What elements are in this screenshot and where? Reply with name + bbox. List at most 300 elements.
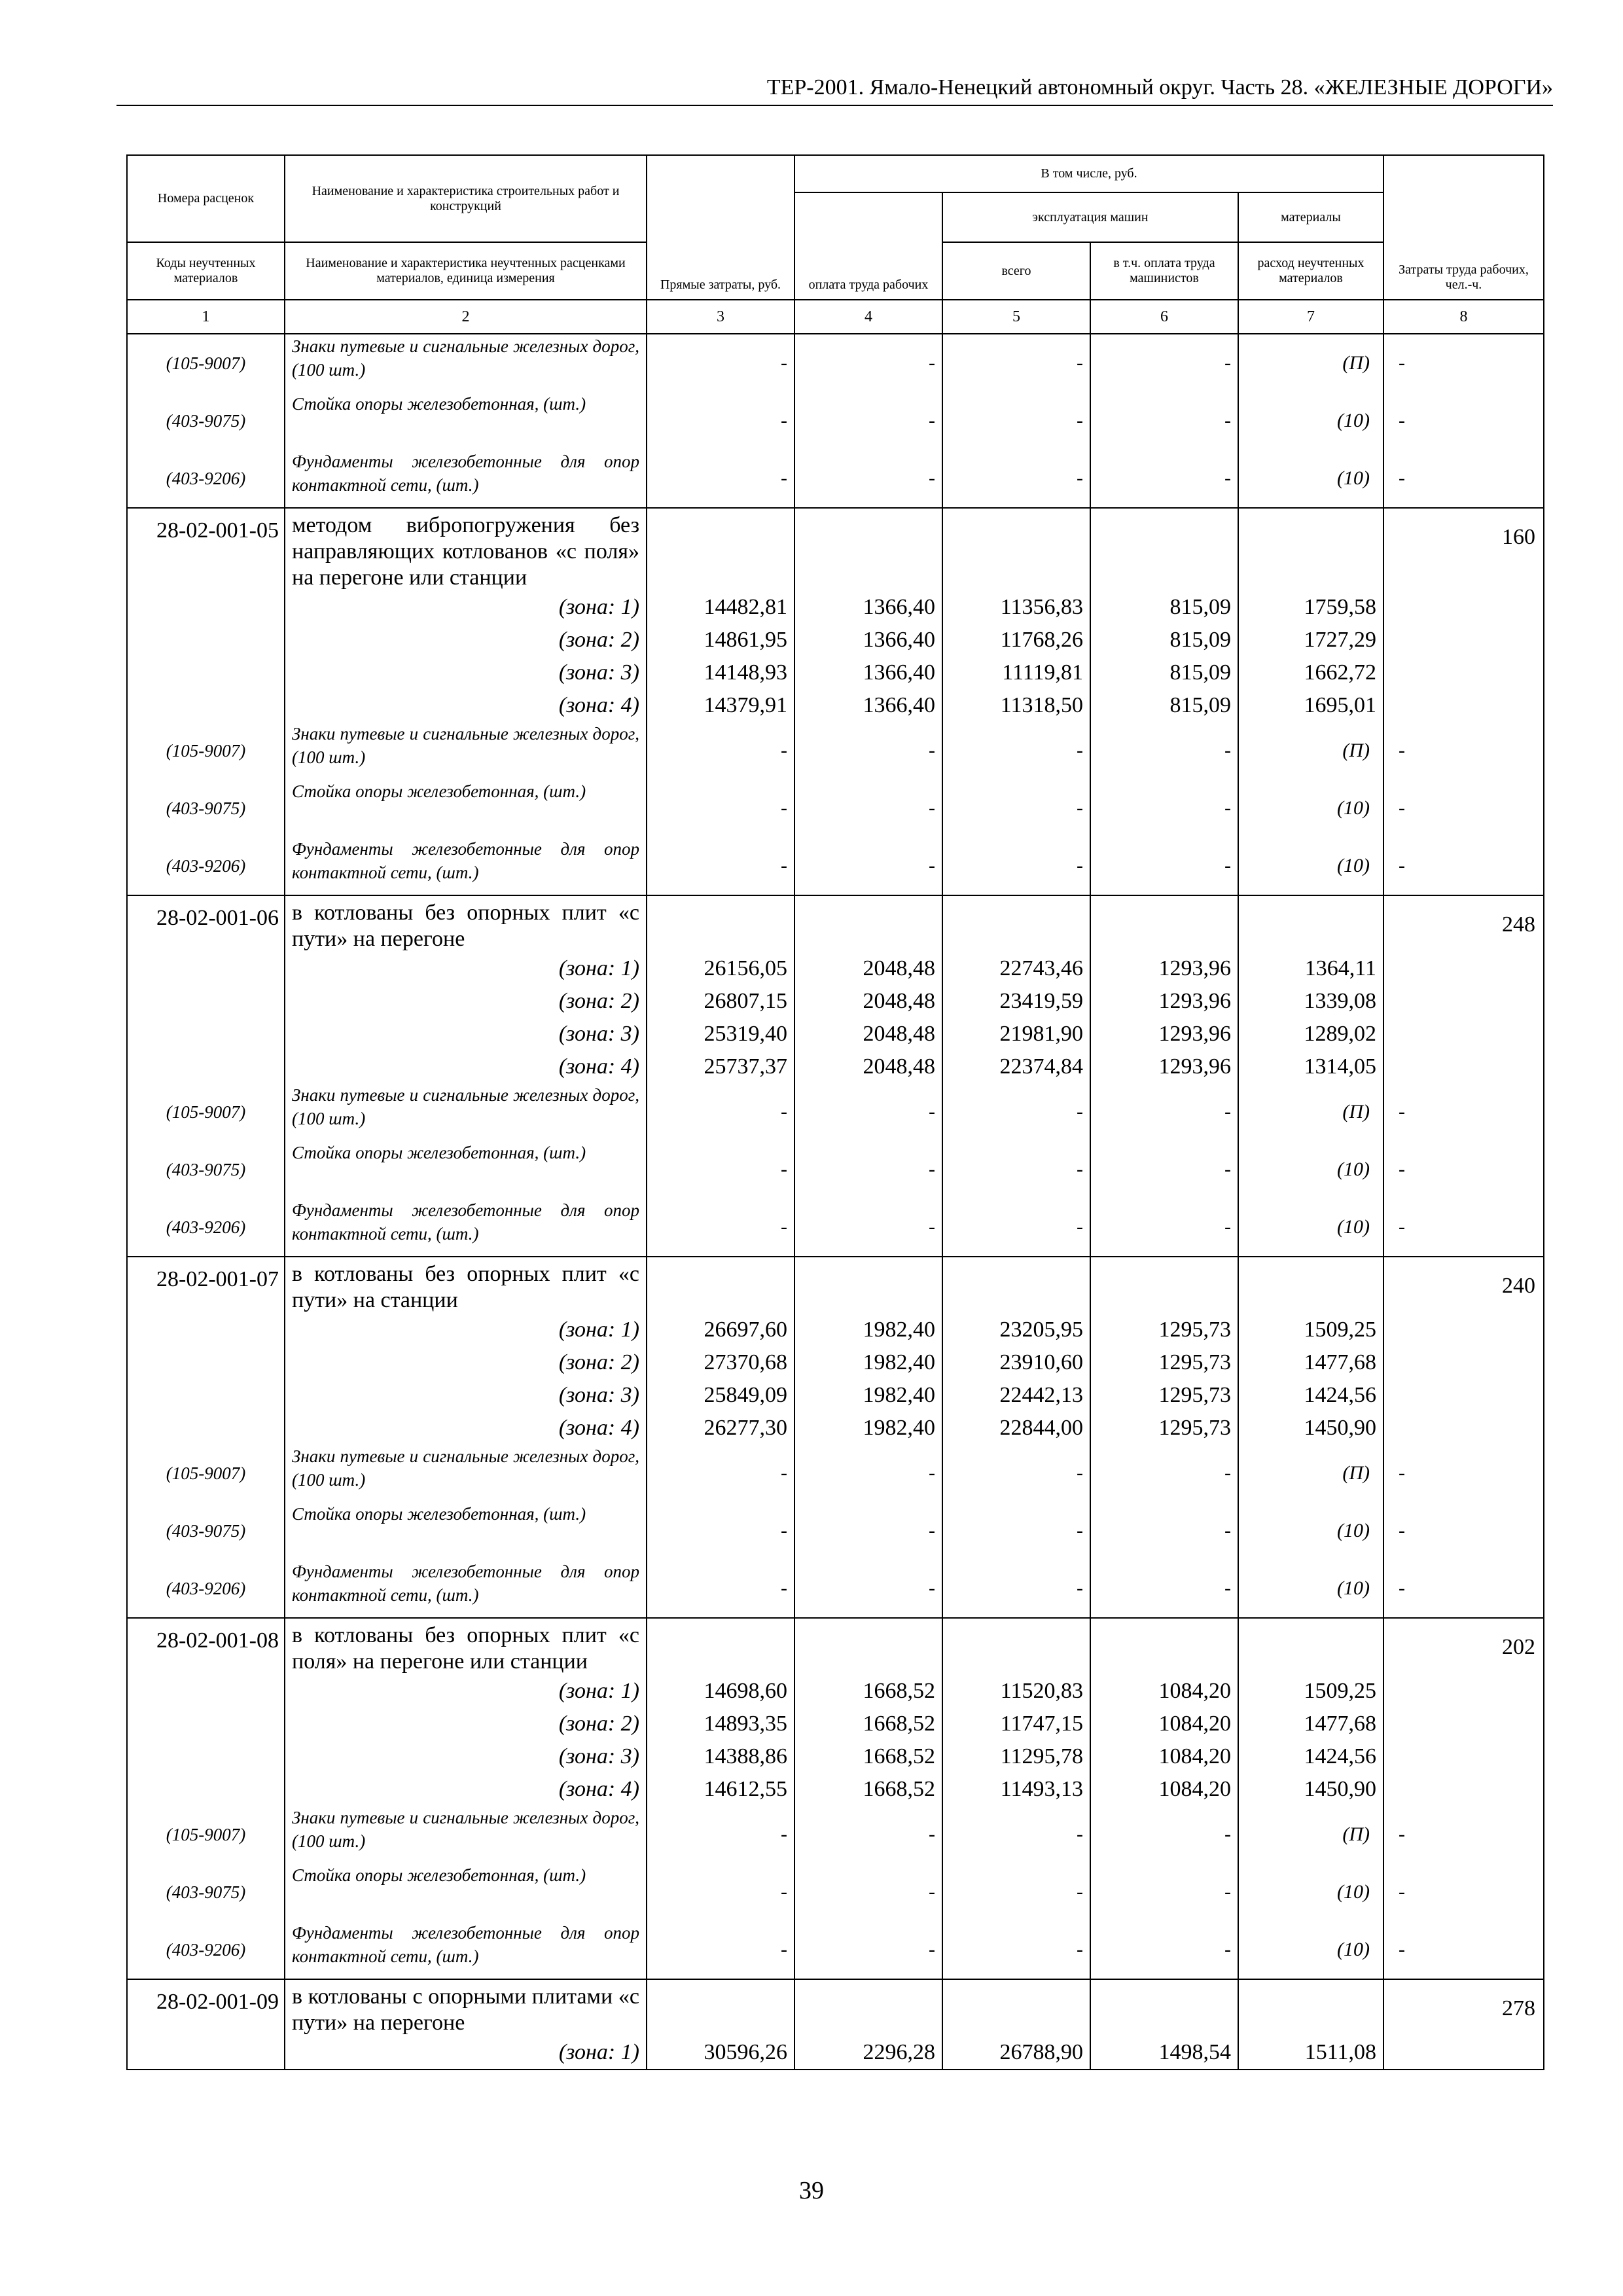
table-body	[127, 334, 1544, 2070]
material-consumption: (10)	[1238, 1198, 1383, 1257]
rate-code: 28-02-001-06	[127, 895, 285, 952]
material-machines: -	[942, 1921, 1090, 1979]
materials-value: 1450,90	[1238, 1412, 1383, 1444]
material-name: Фундаменты железобетонные для опор контактной сети, (шт.)	[285, 837, 647, 895]
material-machinists: -	[1090, 1444, 1238, 1502]
zone-label: (зона: 2)	[285, 624, 647, 656]
material-machinists: -	[1090, 722, 1238, 780]
materials-value: 1339,08	[1238, 985, 1383, 1018]
machines-total-value: 11318,50	[942, 689, 1090, 722]
material-direct-costs: -	[647, 334, 794, 392]
header-materials-group: материалы	[1238, 192, 1383, 242]
workers-wages-value: 1668,52	[794, 1773, 942, 1806]
material-name: Фундаменты железобетонные для опор контактной сети, (шт.)	[285, 450, 647, 508]
machinists-wages-value: 1084,20	[1090, 1708, 1238, 1740]
header-unaccounted-materials: расход неучтенных материалов	[1238, 242, 1383, 300]
direct-costs-value: 26277,30	[647, 1412, 794, 1444]
material-labor: -	[1383, 1806, 1544, 1863]
machines-total-value: 11520,83	[942, 1675, 1090, 1708]
material-wages: -	[794, 1198, 942, 1257]
material-machinists: -	[1090, 1921, 1238, 1979]
rate-labor-costs: 240	[1383, 1257, 1544, 1314]
materials-value: 1314,05	[1238, 1050, 1383, 1083]
direct-costs-value: 14612,55	[647, 1773, 794, 1806]
material-consumption: (10)	[1238, 392, 1383, 450]
zone-label: (зона: 1)	[285, 2036, 647, 2070]
machinists-wages-value: 815,09	[1090, 689, 1238, 722]
material-code: (105-9007)	[127, 334, 285, 392]
material-machines: -	[942, 1141, 1090, 1198]
rate-work-description: в котлованы без опорных плит «с пути» на перегоне	[285, 895, 647, 952]
material-labor: -	[1383, 1560, 1544, 1618]
material-direct-costs: -	[647, 837, 794, 895]
material-machinists: -	[1090, 1560, 1238, 1618]
zone-row	[127, 1708, 1544, 1740]
material-consumption: (П)	[1238, 722, 1383, 780]
material-machines: -	[942, 392, 1090, 450]
zone-row	[127, 1314, 1544, 1346]
material-wages: -	[794, 334, 942, 392]
direct-costs-value: 26156,05	[647, 952, 794, 985]
header-work-name: Наименование и характеристика строительных работ и конструкций	[285, 155, 647, 242]
material-row	[127, 1141, 1544, 1198]
zone-row	[127, 1346, 1544, 1379]
materials-value: 1424,56	[1238, 1379, 1383, 1412]
material-machinists: -	[1090, 780, 1238, 837]
material-labor: -	[1383, 837, 1544, 895]
material-machines: -	[942, 780, 1090, 837]
material-code: (403-9206)	[127, 450, 285, 508]
material-machinists: -	[1090, 837, 1238, 895]
machinists-wages-value: 1295,73	[1090, 1412, 1238, 1444]
machines-total-value: 11747,15	[942, 1708, 1090, 1740]
column-number: 4	[794, 300, 942, 334]
zone-row	[127, 1675, 1544, 1708]
material-machinists: -	[1090, 392, 1238, 450]
column-number: 5	[942, 300, 1090, 334]
material-code: (403-9075)	[127, 780, 285, 837]
material-row	[127, 1198, 1544, 1257]
material-consumption: (П)	[1238, 1083, 1383, 1141]
workers-wages-value: 1982,40	[794, 1379, 942, 1412]
rate-title-row	[127, 1618, 1544, 1675]
zone-row	[127, 1050, 1544, 1083]
material-direct-costs: -	[647, 1444, 794, 1502]
material-machinists: -	[1090, 334, 1238, 392]
table-header	[127, 155, 1544, 334]
zone-label: (зона: 3)	[285, 656, 647, 689]
workers-wages-value: 1366,40	[794, 591, 942, 624]
machines-total-value: 11493,13	[942, 1773, 1090, 1806]
machines-total-value: 11356,83	[942, 591, 1090, 624]
rate-title-row	[127, 1257, 1544, 1314]
material-machines: -	[942, 1444, 1090, 1502]
materials-value: 1477,68	[1238, 1708, 1383, 1740]
machines-total-value: 22374,84	[942, 1050, 1090, 1083]
zone-row	[127, 2036, 1544, 2070]
material-consumption: (10)	[1238, 1863, 1383, 1921]
material-wages: -	[794, 1083, 942, 1141]
workers-wages-value: 1668,52	[794, 1675, 942, 1708]
materials-value: 1509,25	[1238, 1675, 1383, 1708]
rate-labor-costs: 248	[1383, 895, 1544, 952]
material-machines: -	[942, 450, 1090, 508]
material-labor: -	[1383, 1921, 1544, 1979]
materials-value: 1450,90	[1238, 1773, 1383, 1806]
material-consumption: (10)	[1238, 1502, 1383, 1560]
material-row	[127, 1502, 1544, 1560]
direct-costs-value: 25849,09	[647, 1379, 794, 1412]
material-consumption: (П)	[1238, 1806, 1383, 1863]
material-wages: -	[794, 837, 942, 895]
workers-wages-value: 1668,52	[794, 1708, 942, 1740]
material-direct-costs: -	[647, 1560, 794, 1618]
machinists-wages-value: 1293,96	[1090, 985, 1238, 1018]
material-name: Стойка опоры железобетонная, (шт.)	[285, 1141, 647, 1198]
machinists-wages-value: 1084,20	[1090, 1675, 1238, 1708]
zone-row	[127, 1379, 1544, 1412]
rate-title-row	[127, 1979, 1544, 2036]
material-code: (105-9007)	[127, 722, 285, 780]
zone-row	[127, 656, 1544, 689]
workers-wages-value: 1982,40	[794, 1412, 942, 1444]
direct-costs-value: 14388,86	[647, 1740, 794, 1773]
zone-label: (зона: 1)	[285, 1314, 647, 1346]
zone-row	[127, 952, 1544, 985]
direct-costs-value: 27370,68	[647, 1346, 794, 1379]
column-number: 7	[1238, 300, 1383, 334]
zone-label: (зона: 1)	[285, 952, 647, 985]
material-code: (403-9206)	[127, 1560, 285, 1618]
material-machinists: -	[1090, 1502, 1238, 1560]
material-labor: -	[1383, 334, 1544, 392]
materials-value: 1695,01	[1238, 689, 1383, 722]
material-row	[127, 1863, 1544, 1921]
material-wages: -	[794, 1444, 942, 1502]
material-direct-costs: -	[647, 1502, 794, 1560]
direct-costs-value: 26807,15	[647, 985, 794, 1018]
zone-label: (зона: 2)	[285, 1708, 647, 1740]
zone-label: (зона: 1)	[285, 591, 647, 624]
material-row	[127, 1444, 1544, 1502]
material-consumption: (10)	[1238, 780, 1383, 837]
rate-work-description: в котлованы без опорных плит «с пути» на станции	[285, 1257, 647, 1314]
material-code: (403-9206)	[127, 1921, 285, 1979]
material-name: Знаки путевые и сигнальные железных дорог, (100 шт.)	[285, 722, 647, 780]
material-wages: -	[794, 1141, 942, 1198]
direct-costs-value: 25319,40	[647, 1018, 794, 1050]
material-machines: -	[942, 1560, 1090, 1618]
running-head: ТЕР-2001. Ямало-Ненецкий автономный округ. Часть 28. «ЖЕЛЕЗНЫЕ ДОРОГИ»	[766, 75, 1553, 99]
materials-value: 1477,68	[1238, 1346, 1383, 1379]
material-name: Знаки путевые и сигнальные железных дорог, (100 шт.)	[285, 1083, 647, 1141]
materials-value: 1727,29	[1238, 624, 1383, 656]
machinists-wages-value: 1498,54	[1090, 2036, 1238, 2070]
rate-title-row	[127, 508, 1544, 591]
material-labor: -	[1383, 1083, 1544, 1141]
workers-wages-value: 2048,48	[794, 1018, 942, 1050]
machines-total-value: 11295,78	[942, 1740, 1090, 1773]
material-consumption: (10)	[1238, 1141, 1383, 1198]
direct-costs-value: 14482,81	[647, 591, 794, 624]
material-machines: -	[942, 837, 1090, 895]
material-labor: -	[1383, 1141, 1544, 1198]
material-labor: -	[1383, 1863, 1544, 1921]
machinists-wages-value: 1293,96	[1090, 1050, 1238, 1083]
material-wages: -	[794, 1560, 942, 1618]
machinists-wages-value: 1293,96	[1090, 1018, 1238, 1050]
header-material-codes: Коды неучтенных материалов	[127, 242, 285, 300]
material-name: Фундаменты железобетонные для опор контактной сети, (шт.)	[285, 1198, 647, 1257]
zone-row	[127, 1018, 1544, 1050]
header-machinists-wages: в т.ч. оплата труда машинистов	[1090, 242, 1238, 300]
materials-value: 1759,58	[1238, 591, 1383, 624]
header-labor-costs: Затраты труда рабочих, чел.-ч.	[1383, 155, 1544, 300]
material-wages: -	[794, 780, 942, 837]
materials-value: 1662,72	[1238, 656, 1383, 689]
machines-total-value: 22743,46	[942, 952, 1090, 985]
material-labor: -	[1383, 1502, 1544, 1560]
material-machines: -	[942, 1863, 1090, 1921]
material-wages: -	[794, 450, 942, 508]
workers-wages-value: 1366,40	[794, 656, 942, 689]
header-rule	[116, 105, 1553, 106]
material-name: Стойка опоры железобетонная, (шт.)	[285, 1863, 647, 1921]
material-row	[127, 1806, 1544, 1863]
material-direct-costs: -	[647, 1863, 794, 1921]
zone-row	[127, 985, 1544, 1018]
machinists-wages-value: 1295,73	[1090, 1346, 1238, 1379]
machinists-wages-value: 1295,73	[1090, 1314, 1238, 1346]
materials-value: 1511,08	[1238, 2036, 1383, 2070]
rate-labor-costs: 160	[1383, 508, 1544, 591]
zone-row	[127, 624, 1544, 656]
machinists-wages-value: 815,09	[1090, 656, 1238, 689]
rate-code: 28-02-001-09	[127, 1979, 285, 2036]
workers-wages-value: 1982,40	[794, 1314, 942, 1346]
material-direct-costs: -	[647, 1806, 794, 1863]
machines-total-value: 26788,90	[942, 2036, 1090, 2070]
material-name: Знаки путевые и сигнальные железных дорог, (100 шт.)	[285, 334, 647, 392]
material-code: (403-9206)	[127, 837, 285, 895]
material-direct-costs: -	[647, 450, 794, 508]
material-row	[127, 780, 1544, 837]
machinists-wages-value: 1084,20	[1090, 1740, 1238, 1773]
material-machinists: -	[1090, 1141, 1238, 1198]
machines-total-value: 22844,00	[942, 1412, 1090, 1444]
column-numbers-row	[127, 300, 1544, 334]
material-code: (403-9075)	[127, 1502, 285, 1560]
machinists-wages-value: 1295,73	[1090, 1379, 1238, 1412]
material-labor: -	[1383, 392, 1544, 450]
zone-row	[127, 1740, 1544, 1773]
material-consumption: (10)	[1238, 450, 1383, 508]
rate-labor-costs: 278	[1383, 1979, 1544, 2036]
rate-work-description: методом вибропогружения без направляющих котлованов «с поля» на перегоне или станции	[285, 508, 647, 591]
machines-total-value: 11768,26	[942, 624, 1090, 656]
material-code: (105-9007)	[127, 1444, 285, 1502]
material-code: (403-9075)	[127, 392, 285, 450]
zone-label: (зона: 3)	[285, 1740, 647, 1773]
workers-wages-value: 2296,28	[794, 2036, 942, 2070]
workers-wages-value: 1982,40	[794, 1346, 942, 1379]
material-labor: -	[1383, 450, 1544, 508]
column-number: 8	[1383, 300, 1544, 334]
material-direct-costs: -	[647, 780, 794, 837]
material-consumption: (10)	[1238, 1560, 1383, 1618]
material-consumption: (П)	[1238, 1444, 1383, 1502]
material-consumption: (10)	[1238, 1921, 1383, 1979]
page-number: 39	[799, 2177, 824, 2204]
material-wages: -	[794, 1806, 942, 1863]
materials-value: 1509,25	[1238, 1314, 1383, 1346]
material-name: Фундаменты железобетонные для опор контактной сети, (шт.)	[285, 1921, 647, 1979]
zone-row	[127, 689, 1544, 722]
material-name: Стойка опоры железобетонная, (шт.)	[285, 1502, 647, 1560]
material-wages: -	[794, 392, 942, 450]
header-machines-total: всего	[942, 242, 1090, 300]
rate-labor-costs: 202	[1383, 1618, 1544, 1675]
rates-table	[126, 154, 1544, 2070]
workers-wages-value: 1366,40	[794, 624, 942, 656]
material-machines: -	[942, 722, 1090, 780]
machines-total-value: 23205,95	[942, 1314, 1090, 1346]
material-wages: -	[794, 1502, 942, 1560]
materials-value: 1364,11	[1238, 952, 1383, 985]
direct-costs-value: 14698,60	[647, 1675, 794, 1708]
material-name: Фундаменты железобетонные для опор контактной сети, (шт.)	[285, 1560, 647, 1618]
material-row	[127, 450, 1544, 508]
header-machines-group: эксплуатация машин	[942, 192, 1238, 242]
material-labor: -	[1383, 780, 1544, 837]
material-machinists: -	[1090, 1863, 1238, 1921]
zone-label: (зона: 4)	[285, 1412, 647, 1444]
machines-total-value: 21981,90	[942, 1018, 1090, 1050]
zone-label: (зона: 1)	[285, 1675, 647, 1708]
material-row	[127, 1083, 1544, 1141]
material-machinists: -	[1090, 1083, 1238, 1141]
column-number: 3	[647, 300, 794, 334]
machinists-wages-value: 1293,96	[1090, 952, 1238, 985]
direct-costs-value: 14148,93	[647, 656, 794, 689]
material-row	[127, 1560, 1544, 1618]
material-labor: -	[1383, 1198, 1544, 1257]
material-labor: -	[1383, 1444, 1544, 1502]
direct-costs-value: 26697,60	[647, 1314, 794, 1346]
material-row	[127, 1921, 1544, 1979]
material-machines: -	[942, 1502, 1090, 1560]
machines-total-value: 23910,60	[942, 1346, 1090, 1379]
materials-value: 1424,56	[1238, 1740, 1383, 1773]
zone-row	[127, 1412, 1544, 1444]
material-labor: -	[1383, 722, 1544, 780]
column-number: 2	[285, 300, 647, 334]
machinists-wages-value: 1084,20	[1090, 1773, 1238, 1806]
material-code: (105-9007)	[127, 1806, 285, 1863]
material-row	[127, 837, 1544, 895]
material-code: (403-9075)	[127, 1141, 285, 1198]
zone-row	[127, 1773, 1544, 1806]
zone-label: (зона: 2)	[285, 1346, 647, 1379]
direct-costs-value: 14861,95	[647, 624, 794, 656]
zone-label: (зона: 2)	[285, 985, 647, 1018]
header-rate-number: Номера расценок	[127, 155, 285, 242]
material-code: (105-9007)	[127, 1083, 285, 1141]
rate-code: 28-02-001-08	[127, 1618, 285, 1675]
workers-wages-value: 1668,52	[794, 1740, 942, 1773]
material-machines: -	[942, 1083, 1090, 1141]
zone-label: (зона: 3)	[285, 1379, 647, 1412]
direct-costs-value: 25737,37	[647, 1050, 794, 1083]
material-direct-costs: -	[647, 722, 794, 780]
machinists-wages-value: 815,09	[1090, 624, 1238, 656]
material-consumption: (10)	[1238, 837, 1383, 895]
direct-costs-value: 14893,35	[647, 1708, 794, 1740]
material-row	[127, 722, 1544, 780]
zone-label: (зона: 4)	[285, 689, 647, 722]
zone-label: (зона: 4)	[285, 1050, 647, 1083]
material-machinists: -	[1090, 1198, 1238, 1257]
machines-total-value: 22442,13	[942, 1379, 1090, 1412]
rate-title-row	[127, 895, 1544, 952]
material-wages: -	[794, 722, 942, 780]
zone-label: (зона: 3)	[285, 1018, 647, 1050]
material-direct-costs: -	[647, 1083, 794, 1141]
machines-total-value: 23419,59	[942, 985, 1090, 1018]
header-including-group: В том числе, руб.	[794, 155, 1383, 192]
material-code: (403-9075)	[127, 1863, 285, 1921]
workers-wages-value: 2048,48	[794, 1050, 942, 1083]
material-direct-costs: -	[647, 1198, 794, 1257]
machinists-wages-value: 815,09	[1090, 591, 1238, 624]
material-direct-costs: -	[647, 1921, 794, 1979]
column-number: 1	[127, 300, 285, 334]
material-code: (403-9206)	[127, 1198, 285, 1257]
column-number: 6	[1090, 300, 1238, 334]
rate-work-description: в котлованы без опорных плит «с поля» на перегоне или станции	[285, 1618, 647, 1675]
material-wages: -	[794, 1921, 942, 1979]
material-machines: -	[942, 1806, 1090, 1863]
direct-costs-value: 14379,91	[647, 689, 794, 722]
material-name: Стойка опоры железобетонная, (шт.)	[285, 780, 647, 837]
material-machinists: -	[1090, 450, 1238, 508]
machines-total-value: 11119,81	[942, 656, 1090, 689]
material-direct-costs: -	[647, 392, 794, 450]
rate-code: 28-02-001-05	[127, 508, 285, 591]
workers-wages-value: 2048,48	[794, 952, 942, 985]
zone-row	[127, 591, 1544, 624]
material-machines: -	[942, 334, 1090, 392]
material-wages: -	[794, 1863, 942, 1921]
material-name: Знаки путевые и сигнальные железных дорог, (100 шт.)	[285, 1444, 647, 1502]
material-name: Знаки путевые и сигнальные железных дорог, (100 шт.)	[285, 1806, 647, 1863]
direct-costs-value: 30596,26	[647, 2036, 794, 2070]
material-name: Стойка опоры железобетонная, (шт.)	[285, 392, 647, 450]
material-row	[127, 392, 1544, 450]
material-row	[127, 334, 1544, 392]
workers-wages-value: 2048,48	[794, 985, 942, 1018]
material-machinists: -	[1090, 1806, 1238, 1863]
rate-work-description: в котлованы с опорными плитами «с пути» на перегоне	[285, 1979, 647, 2036]
material-direct-costs: -	[647, 1141, 794, 1198]
workers-wages-value: 1366,40	[794, 689, 942, 722]
rate-code: 28-02-001-07	[127, 1257, 285, 1314]
header-direct-costs: Прямые затраты, руб.	[647, 155, 794, 300]
material-machines: -	[942, 1198, 1090, 1257]
header-workers-wages: оплата труда рабочих	[794, 192, 942, 300]
zone-label: (зона: 4)	[285, 1773, 647, 1806]
materials-value: 1289,02	[1238, 1018, 1383, 1050]
